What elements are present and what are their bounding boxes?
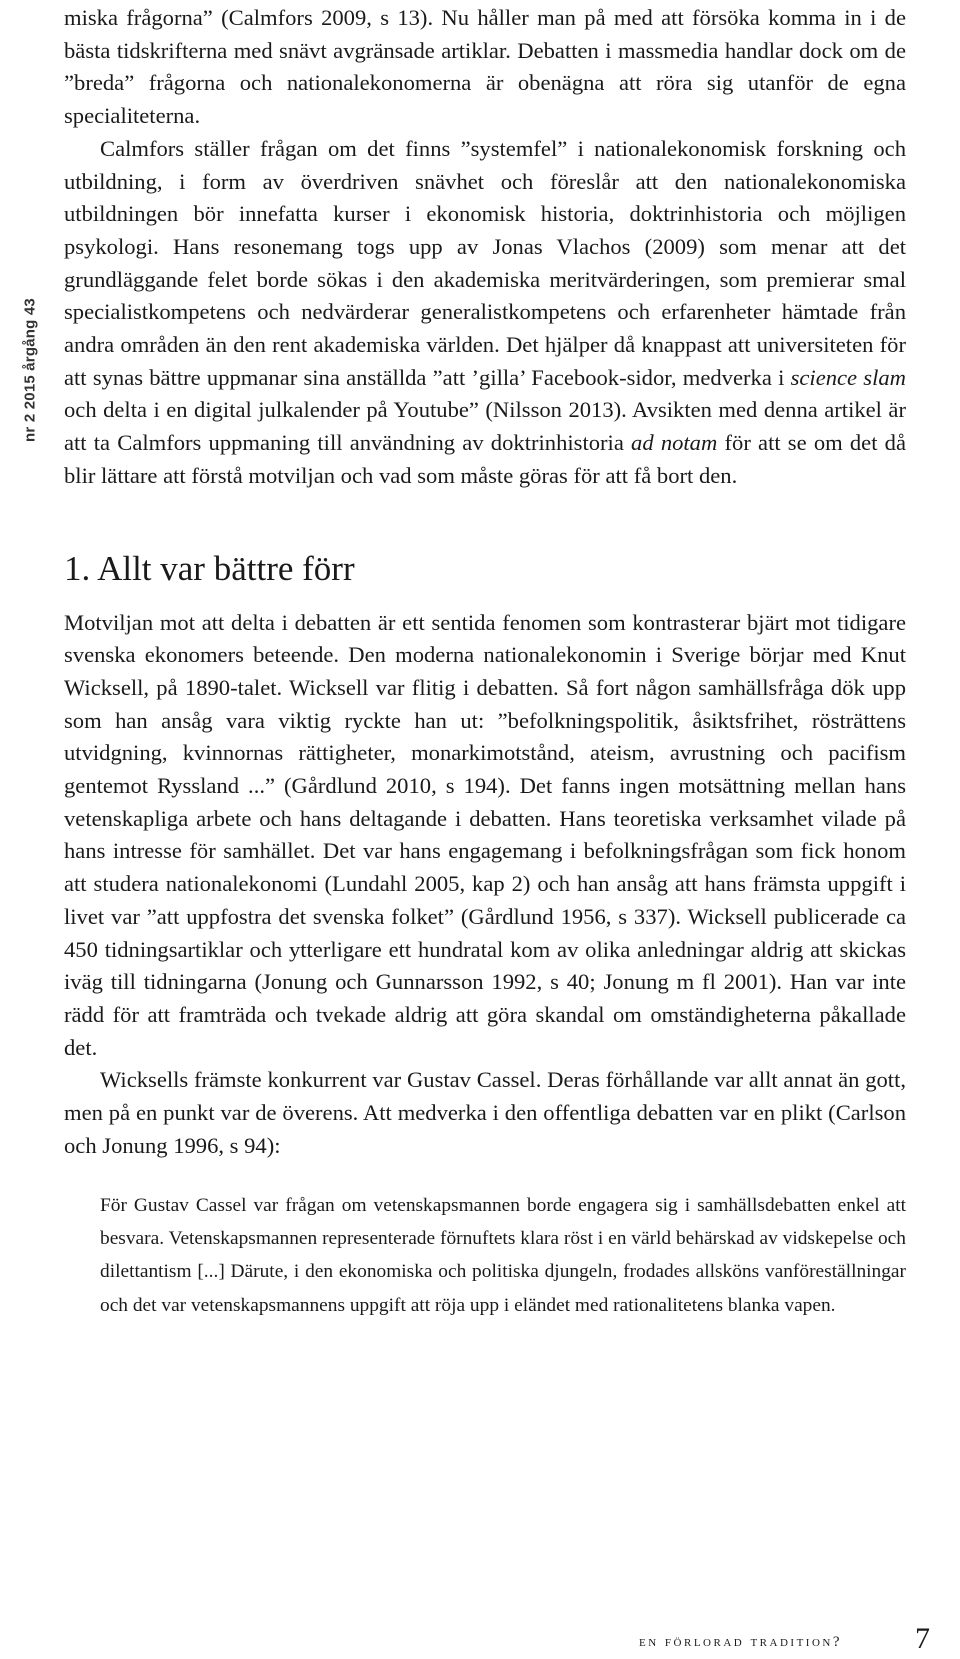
block-quote	[100, 1189, 906, 1323]
paragraph-text: och delta i en digital julkalender på Youtube” (Nilsson 2013). Avsikten med denna artikel är att ta Calmfors uppmaning till användning av doktrinhistoria	[64, 397, 906, 456]
paragraph-calmfors	[64, 133, 906, 493]
paragraph-text: miska frågorna” (Calmfors 2009, s 13). Nu håller man på med att försöka komma in i de bästa tidskrifterna med snävt avgränsade artiklar. Debatten i massmedia handlar dock om de ”breda” frågorna och nationalekonomerna är obenägna att röra sig utanför de egna specialiteterna.	[64, 5, 906, 129]
paragraph-wicksell	[64, 607, 906, 1065]
paragraph-continuation	[64, 2, 906, 133]
page-number: 7	[915, 1622, 930, 1655]
issue-side-label	[0, 0, 60, 1659]
paragraph-text: Wicksells främste konkurrent var Gustav Cassel. Deras förhållande var allt annat än gott, men på en punkt var de överens. Att medverka i den offentliga debatten var en plikt (Carlson och Jonung 1996, s 94):	[64, 1067, 906, 1158]
paragraph-text: för att se om det då blir lättare att förstå motviljan och vad som måste göras för att få bort den.	[64, 430, 906, 488]
paragraph-text: Motviljan mot att delta i debatten är ett sentida fenomen som kontrasterar bjärt mot tidigare svenska ekonomers beteende. Den moderna nationalekonomin i Sverige börjar med Knut Wicksell, på 1890-talet. Wicksell var flitig i debatten. Så fort någon samhällsfråga dök upp som han ansåg vara viktig ryckte han ut: ”befolkningspolitik, åsiktsfrihet, rösträttens utvidgning, kvinnornas rättigheter, monarkimotstånd, ateism, avrustning och pacifism gentemot Ryssland ...” (Gårdlund 2010, s 194). Det fanns ingen motsättning mellan hans vetenskapliga arbete och hans deltagande i debatten. Hans teoretiska verksamhet vilade på hans intresse för samhället. Det var hans engagemang i befolkningsfrågan som fick honom att studera nationalekonomi (Lundahl 2005, kap 2) och han ansåg att hans främsta uppgift i livet var ”att uppfostra det svenska folket” (Gårdlund 1956, s 337). Wicksell publicerade ca 450 tidningsartiklar och ytterligare ett hundratal kom av olika anledningar aldrig att skickas iväg till tidningarna (Jonung och Gunnarsson 1992, s 40; Jonung m fl 2001). Han var inte rädd för att framträda och tvekade aldrig att göra skandal om omständigheterna påkallade det.	[64, 609, 906, 1060]
article-body	[64, 2, 906, 1322]
page-footer	[0, 1622, 940, 1656]
running-title: en förlorad tradition?	[639, 1634, 842, 1650]
issue-label-text: nr 2 2015 årgång 43	[21, 298, 39, 442]
paragraph-text: Calmfors ställer frågan om det finns ”systemfel” i nationalekonomisk forskning och utbildning, i form av överdriven snävhet och föreslår att den nationalekonomiska utbildningen bör innefatta kurser i ekonomisk historia, doktrinhistoria och möjligen psykologi. Hans resonemang togs upp av Jonas Vlachos (2009) som menar att det grundläggande felet borde sökas i den akademiska meritvärderingen, som premierar smal specialistkompetens och nedvärderar generalistkompetens och erfarenheter hämtade från andra områden än den rent akademiska världen. Det hjälper då knappast att universiteten för att synas bättre uppmanar sina anställda ”att ’gilla’ Facebook-sidor, medverka i	[64, 135, 906, 390]
italic-term: science slam	[790, 364, 906, 390]
section-heading: 1. Allt var bättre förr	[64, 548, 355, 588]
paragraph-cassel	[64, 1064, 906, 1162]
quote-text: För Gustav Cassel var frågan om vetenskapsmannen borde engagera sig i samhällsdebatten enkel att besvara. Vetenskapsmannen representerade förnuftets klara röst i en värld behärskad av vidskepelse och dilettantism [...] Därute, i den ekonomiska och politiska djungeln, frodades allsköns vanföreställningar och det var vetenskapsmannens uppgift att röja upp i eländet med rationalitetens blanka vapen.	[100, 1194, 906, 1316]
italic-term: ad notam	[631, 430, 718, 456]
